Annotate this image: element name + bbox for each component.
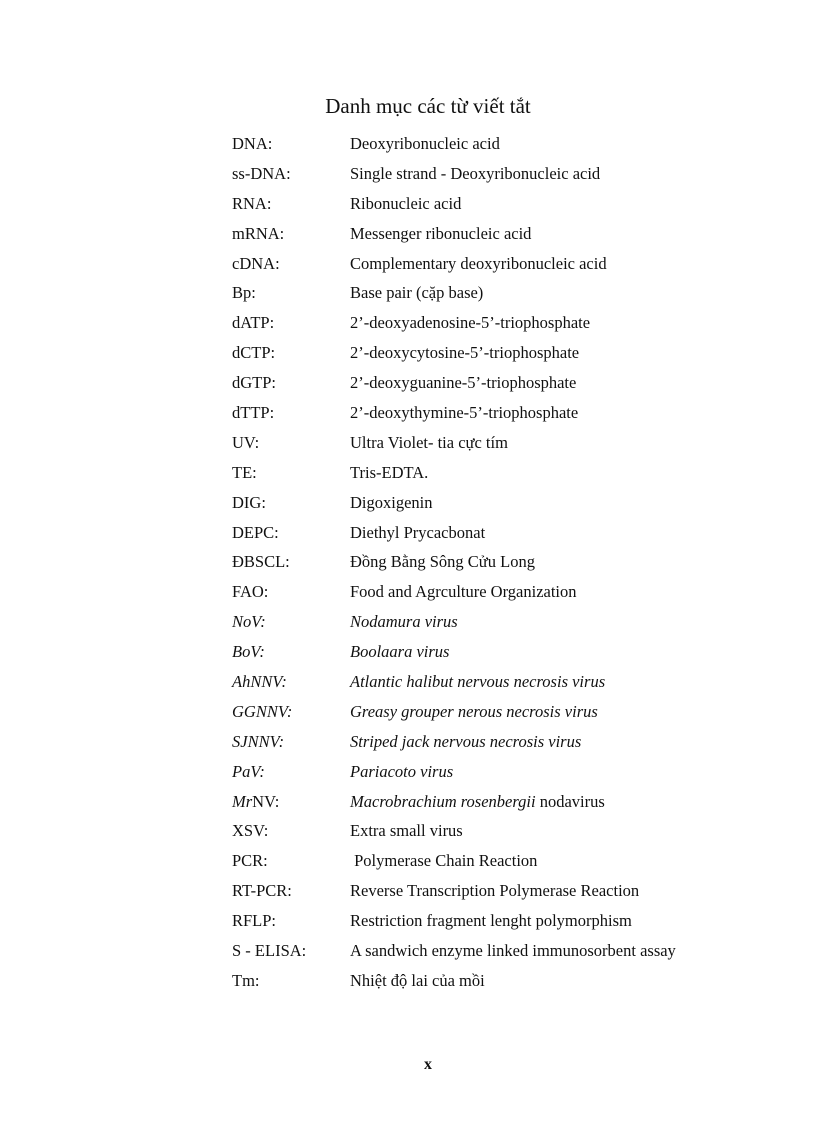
abbreviation-definition-part: Extra small virus (350, 821, 463, 841)
abbreviation-row (232, 308, 792, 338)
abbreviation-term (232, 792, 350, 812)
abbreviation-term-part: NV: (252, 791, 280, 811)
abbreviation-definition-part: Food and Agrculture Organization (350, 582, 577, 602)
abbreviation-definition (350, 403, 792, 423)
abbreviation-term: mRNA: (232, 223, 285, 243)
abbreviation-term: dATP: (232, 313, 275, 333)
abbreviation-term: UV: (232, 432, 260, 452)
abbreviation-row (232, 338, 792, 368)
abbreviation-definition-part: Atlantic halibut nervous necrosis virus (350, 671, 606, 691)
abbreviation-row (232, 249, 792, 279)
abbreviation-definition-part: Reverse Transcription Polymerase Reaction (350, 881, 640, 901)
abbreviation-definition (350, 582, 792, 602)
abbreviation-row (232, 458, 792, 488)
abbreviation-definition (350, 881, 792, 901)
abbreviation-definition (350, 463, 792, 483)
abbreviation-row (232, 428, 792, 458)
abbreviation-row (232, 607, 792, 637)
abbreviation-term: SJNNV: (232, 731, 285, 751)
abbreviation-term: TE: (232, 462, 257, 482)
abbreviation-term: FAO: (232, 582, 269, 602)
abbreviation-term: ss-DNA: (232, 163, 291, 183)
abbreviation-row (232, 637, 792, 667)
abbreviation-term: BoV: (232, 642, 265, 662)
abbreviation-definition-part: Nodamura virus (350, 612, 458, 632)
abbreviation-term: PCR: (232, 851, 268, 871)
abbreviation-definition (350, 164, 792, 184)
abbreviation-term: GGNNV: (232, 701, 293, 721)
abbreviation-definition-part: Pariacoto virus (350, 761, 454, 781)
abbreviation-definition-part: Complementary deoxyribonucleic acid (350, 253, 607, 273)
page-title: Danh mục các từ viết tắt (325, 94, 531, 118)
abbreviation-definition-part: Base pair (cặp base) (350, 283, 484, 303)
abbreviation-row (232, 876, 792, 906)
abbreviation-term: DNA: (232, 133, 273, 153)
abbreviation-row (232, 697, 792, 727)
abbreviation-definition (350, 971, 792, 991)
abbreviation-definition (350, 821, 792, 841)
abbreviation-definition (350, 254, 792, 274)
abbreviation-term: DIG: (232, 492, 266, 512)
abbreviation-term-part: Mr (232, 791, 253, 811)
abbreviation-row (232, 518, 792, 548)
abbreviation-definition (350, 373, 792, 393)
abbreviation-definition (350, 343, 792, 363)
abbreviation-definition (350, 493, 792, 513)
abbreviation-definition-part: Macrobrachium rosenbergii (350, 791, 536, 811)
abbreviation-definition-part: Ribonucleic acid (350, 193, 462, 213)
abbreviation-definition-part: Ultra Violet- tia cực tím (350, 432, 508, 452)
abbreviation-row (232, 129, 792, 159)
abbreviation-term: PaV: (232, 761, 265, 781)
abbreviation-definition-part: Digoxigenin (350, 492, 433, 512)
abbreviation-row (232, 547, 792, 577)
abbreviation-row (232, 189, 792, 219)
abbreviation-row (232, 488, 792, 518)
abbreviation-term: RFLP: (232, 911, 277, 931)
abbreviation-definition-part: 2’-deoxythymine-5’-triophosphate (350, 402, 579, 422)
abbreviation-row (232, 278, 792, 308)
abbreviation-definition-part: Polymerase Chain Reaction (350, 851, 538, 871)
abbreviation-row (232, 936, 792, 966)
abbreviation-definition (350, 134, 792, 154)
abbreviation-definition (350, 642, 792, 662)
abbreviation-term: cDNA: (232, 253, 280, 273)
abbreviation-term: S - ELISA: (232, 940, 307, 960)
abbreviation-definition (350, 313, 792, 333)
abbreviation-definition (350, 194, 792, 214)
abbreviation-definition (350, 523, 792, 543)
abbreviation-definition (350, 851, 792, 871)
abbreviation-term: AhNNV: (232, 671, 287, 691)
abbreviation-definition (350, 941, 792, 961)
abbreviation-row (232, 727, 792, 757)
abbreviation-row (232, 757, 792, 787)
abbreviation-definition-part: A sandwich enzyme linked immunosorbent assay (350, 940, 676, 960)
abbreviation-definition (350, 911, 792, 931)
abbreviation-term: XSV: (232, 821, 269, 841)
abbreviation-row (232, 159, 792, 189)
abbreviation-definition-part: nodavirus (535, 791, 605, 811)
abbreviation-term: RNA: (232, 193, 272, 213)
abbreviation-definition-part: 2’-deoxyadenosine-5’-triophosphate (350, 313, 591, 333)
abbreviation-definition-part: Striped jack nervous necrosis virus (350, 731, 582, 751)
abbreviation-definition-part: Single strand - Deoxyribonucleic acid (350, 163, 601, 183)
abbreviation-row (232, 368, 792, 398)
abbreviation-term: Tm: (232, 970, 260, 990)
abbreviation-definition (350, 612, 792, 632)
abbreviation-definition (350, 672, 792, 692)
abbreviation-list (232, 129, 792, 996)
abbreviation-definition-part: Messenger ribonucleic acid (350, 223, 532, 243)
abbreviation-definition-part: 2’-deoxyguanine-5’-triophosphate (350, 373, 577, 393)
abbreviation-term: RT-PCR: (232, 881, 292, 901)
abbreviation-row (232, 906, 792, 936)
abbreviation-definition-part: Deoxyribonucleic acid (350, 133, 500, 153)
abbreviation-definition-part: 2’-deoxycytosine-5’-triophosphate (350, 343, 580, 363)
abbreviation-term: dGTP: (232, 373, 277, 393)
abbreviation-definition (350, 732, 792, 752)
abbreviation-row (232, 398, 792, 428)
abbreviation-row (232, 846, 792, 876)
abbreviation-term: DEPC: (232, 522, 279, 542)
abbreviation-row (232, 816, 792, 846)
abbreviation-row (232, 966, 792, 996)
abbreviation-definition-part: Restriction fragment lenght polymorphism (350, 911, 632, 931)
abbreviation-term: ĐBSCL: (232, 552, 290, 572)
abbreviation-definition (350, 433, 792, 453)
abbreviation-definition-part: Nhiệt độ lai của mồi (350, 970, 485, 990)
abbreviation-definition-part: Tris-EDTA. (350, 462, 429, 482)
abbreviation-definition-part: Boolaara virus (350, 642, 450, 662)
abbreviation-term: NoV: (232, 612, 266, 632)
abbreviation-row (232, 667, 792, 697)
abbreviation-definition-part: Greasy grouper nerous necrosis virus (350, 701, 598, 721)
abbreviation-term: Bp: (232, 283, 256, 303)
abbreviation-row (232, 787, 792, 817)
abbreviation-definition-part: Đồng Bằng Sông Cửu Long (350, 552, 535, 572)
abbreviation-definition (350, 792, 792, 812)
abbreviation-row (232, 577, 792, 607)
abbreviation-row (232, 219, 792, 249)
page-number: x (424, 1056, 432, 1073)
abbreviation-definition (350, 552, 792, 572)
abbreviation-definition (350, 224, 792, 244)
abbreviation-term: dTTP: (232, 402, 275, 422)
abbreviation-definition (350, 283, 792, 303)
abbreviation-definition (350, 702, 792, 722)
abbreviation-term: dCTP: (232, 343, 276, 363)
abbreviation-definition (350, 762, 792, 782)
abbreviation-definition-part: Diethyl Prycacbonat (350, 522, 486, 542)
